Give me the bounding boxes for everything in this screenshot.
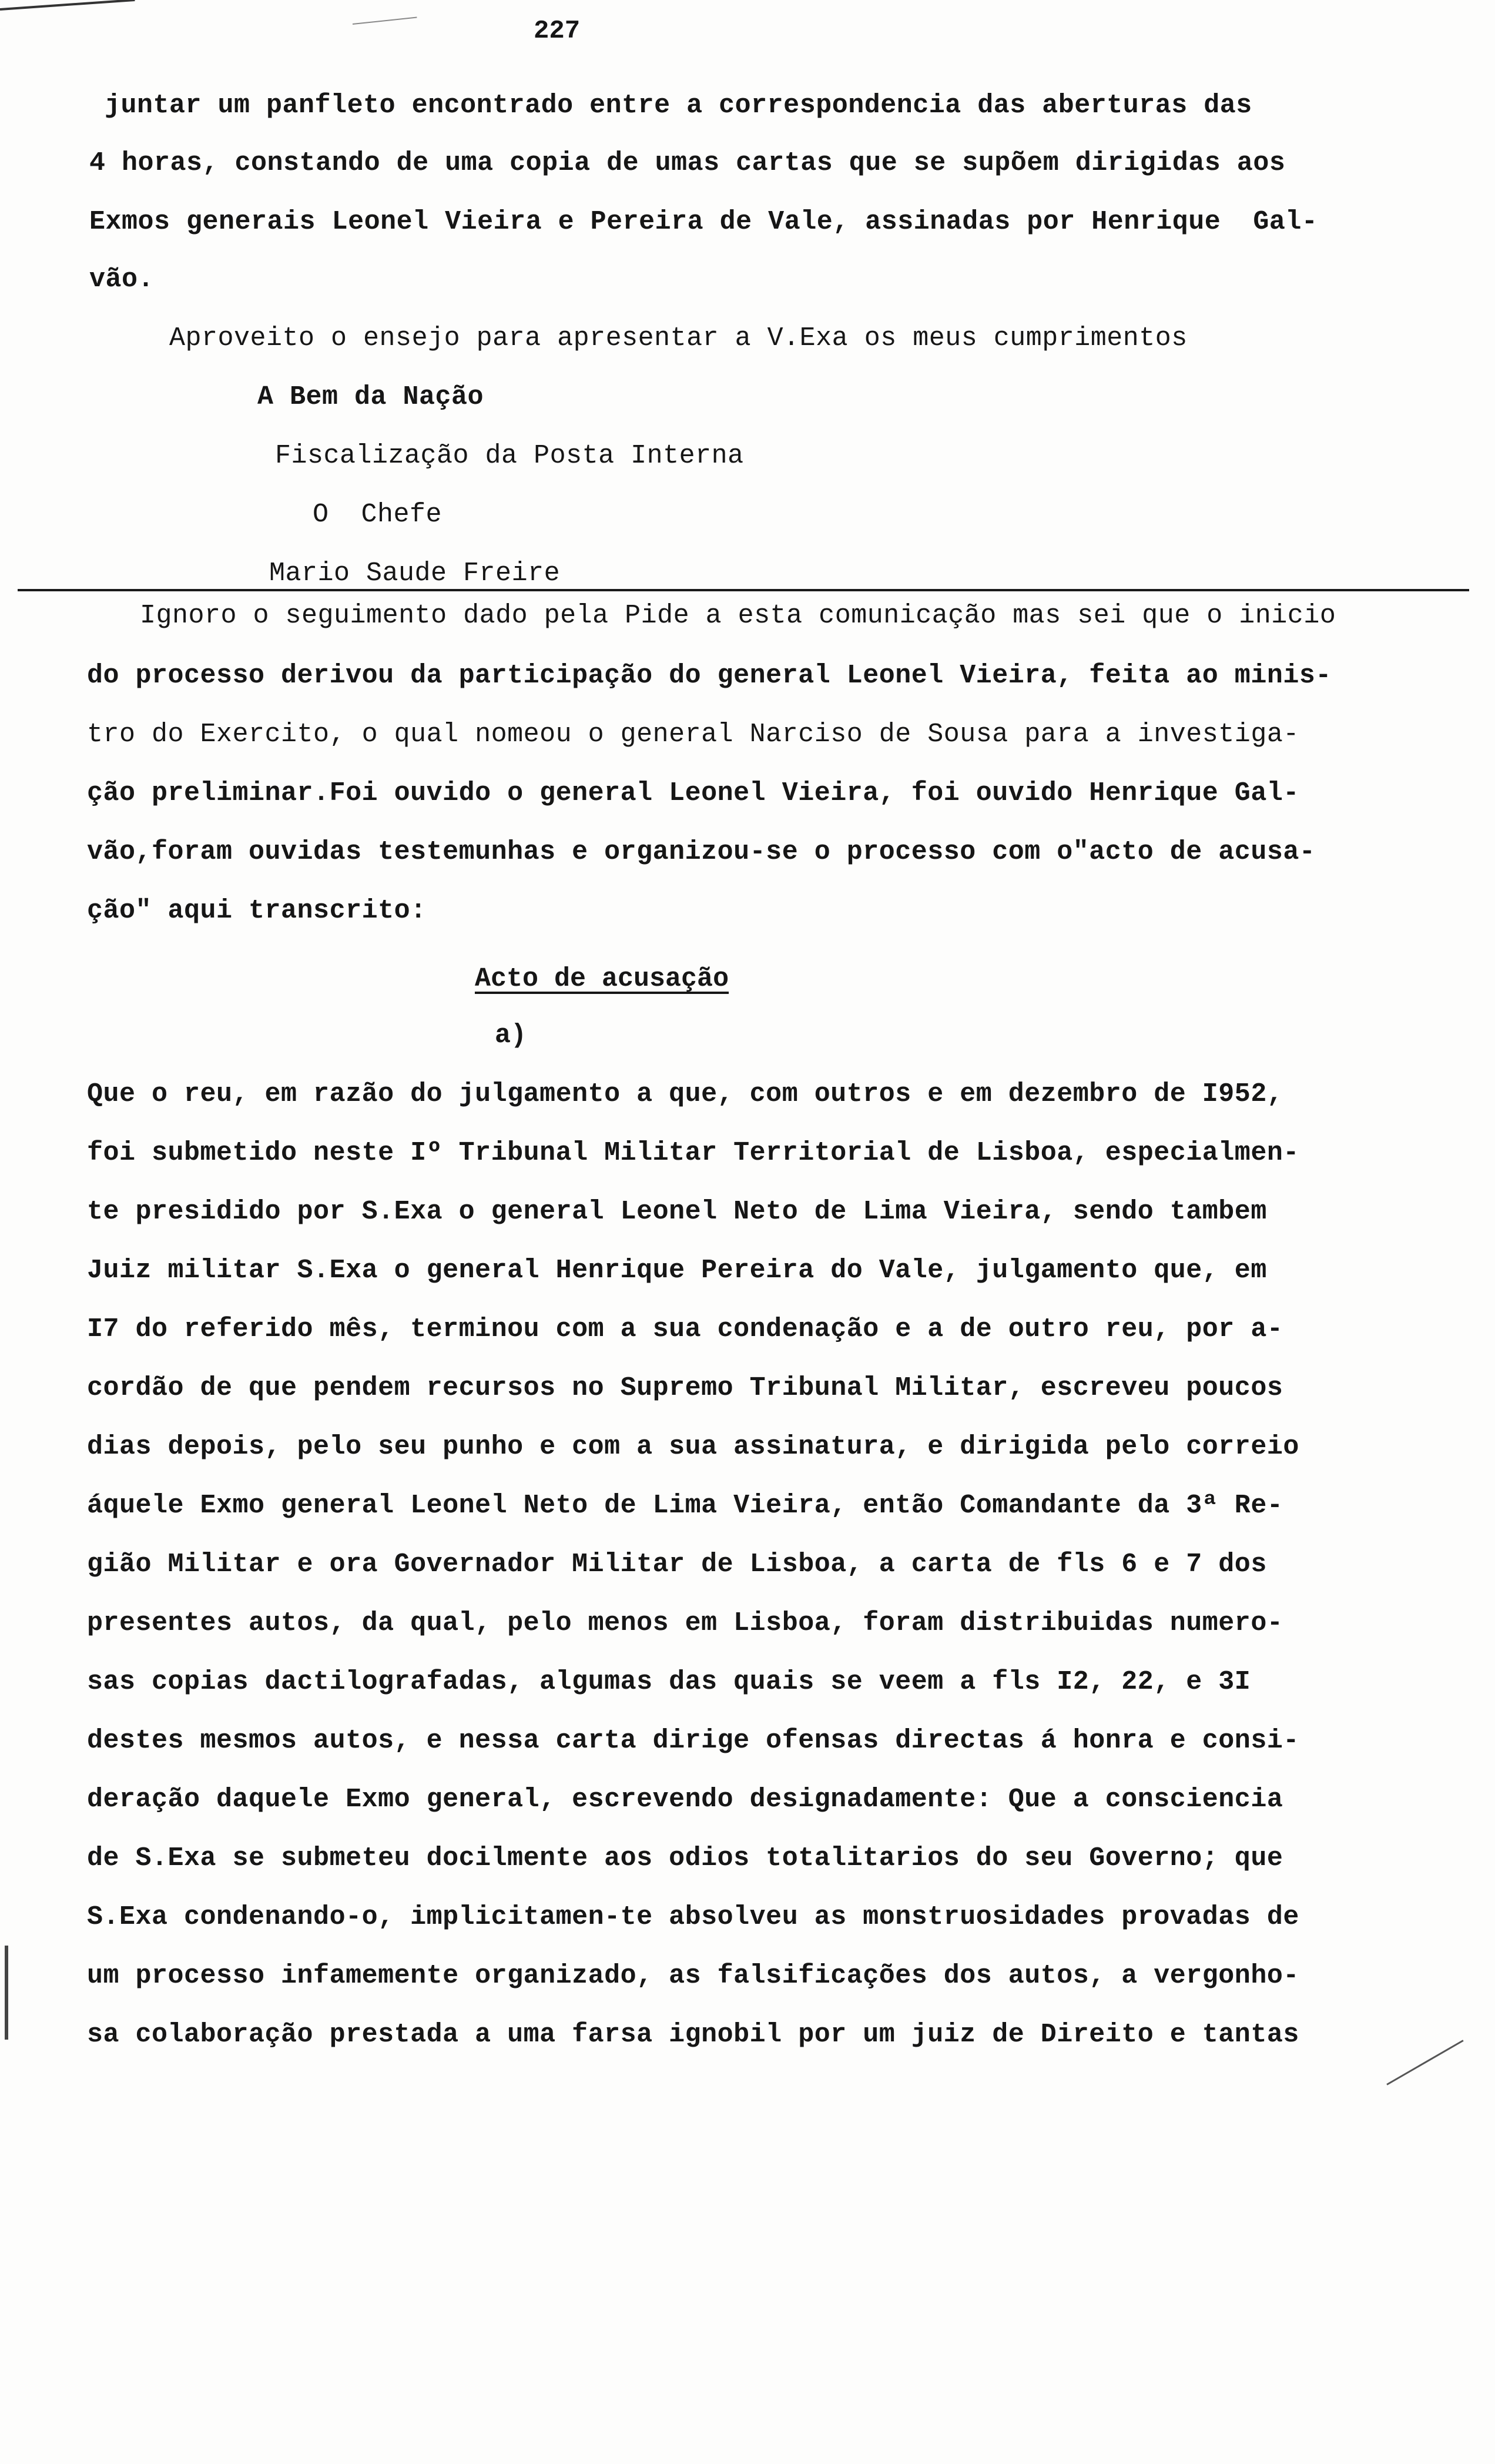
narrative-line: ção" aqui transcrito: [87, 896, 427, 926]
accusation-line: Que o reu, em razão do julgamento a que, com outros e em dezembro de I952, [87, 1079, 1283, 1109]
accusation-line: dias depois, pelo seu punho e com a sua assinatura, e dirigida pelo correio [87, 1432, 1299, 1462]
salutation-line: A Bem da Nação [257, 382, 484, 412]
accusation-line: um processo infamemente organizado, as falsificações dos autos, a vergonho- [87, 1961, 1299, 1991]
narrative-line: Ignoro o seguimento dado pela Pide a esta comunicação mas sei que o inicio [140, 601, 1336, 631]
accusation-line: Juiz militar S.Exa o general Henrique Pereira do Vale, julgamento que, em [87, 1256, 1267, 1285]
narrative-line: ção preliminar.Foi ouvido o general Leonel Vieira, foi ouvido Henrique Gal- [87, 778, 1299, 808]
accusation-line: cordão de que pendem recursos no Supremo Tribunal Militar, escreveu poucos [87, 1373, 1283, 1403]
letter-line: vão. [89, 265, 155, 294]
accusation-line: áquele Exmo general Leonel Neto de Lima Vieira, então Comandante da 3ª Re- [87, 1491, 1283, 1521]
letter-line: Exmos generais Leonel Vieira e Pereira de Vale, assinadas por Henrique Gal- [89, 207, 1318, 237]
accusation-line: te presidido por S.Exa o general Leonel Neto de Lima Vieira, sendo tambem [87, 1197, 1267, 1227]
section-heading: Acto de acusação [475, 964, 729, 994]
accusation-line: S.Exa condenando-o, implicitamen-te absolveu as monstruosidades provadas de [87, 1902, 1299, 1932]
closing-line: Aproveito o ensejo para apresentar a V.Exa os meus cumprimentos [169, 323, 1188, 353]
accusation-line: gião Militar e ora Governador Militar de Lisboa, a carta de fls 6 e 7 dos [87, 1549, 1267, 1579]
accusation-line: deração daquele Exmo general, escrevendo designadamente: Que a consciencia [87, 1785, 1283, 1814]
section-divider [18, 589, 1469, 591]
accusation-line: I7 do referido mês, terminou com a sua condenação e a de outro reu, por a- [87, 1314, 1283, 1344]
accusation-line: presentes autos, da qual, pelo menos em Lisboa, foram distribuidas numero- [87, 1608, 1283, 1638]
narrative-line: do processo derivou da participação do general Leonel Vieira, feita ao minis- [87, 661, 1332, 691]
narrative-line: tro do Exercito, o qual nomeou o general Narciso de Sousa para a investiga- [87, 719, 1299, 749]
letter-line: juntar um panfleto encontrado entre a correspondencia das aberturas das [105, 91, 1252, 120]
scan-artifact-top [353, 17, 417, 25]
narrative-line: vão,foram ouvidas testemunhas e organizou-se o processo com o"acto de acusa- [87, 837, 1316, 867]
accusation-line: sas copias dactilografadas, algumas das quais se veem a fls I2, 22, e 3I [87, 1667, 1251, 1697]
section-label: a) [495, 1020, 527, 1050]
accusation-line: destes mesmos autos, e nessa carta dirige ofensas directas á honra e consi- [87, 1726, 1299, 1756]
scan-artifact-bottom-right [1386, 2040, 1463, 2085]
page-number: 227 [534, 16, 581, 46]
signatory-line: Mario Saude Freire [269, 558, 561, 588]
letter-line: 4 horas, constando de uma copia de umas cartas que se supõem dirigidas aos [89, 148, 1286, 178]
office-line: Fiscalização da Posta Interna [275, 441, 744, 471]
scan-artifact-top-left [0, 0, 135, 11]
accusation-line: de S.Exa se submeteu docilmente aos odios totalitarios do seu Governo; que [87, 1843, 1283, 1873]
scan-artifact-margin-left [5, 1946, 8, 2040]
role-line: O Chefe [313, 500, 443, 530]
accusation-line: sa colaboração prestada a uma farsa ignobil por um juiz de Direito e tantas [87, 2020, 1299, 2050]
accusation-line: foi submetido neste Iº Tribunal Militar Territorial de Lisboa, especialmen- [87, 1138, 1299, 1168]
